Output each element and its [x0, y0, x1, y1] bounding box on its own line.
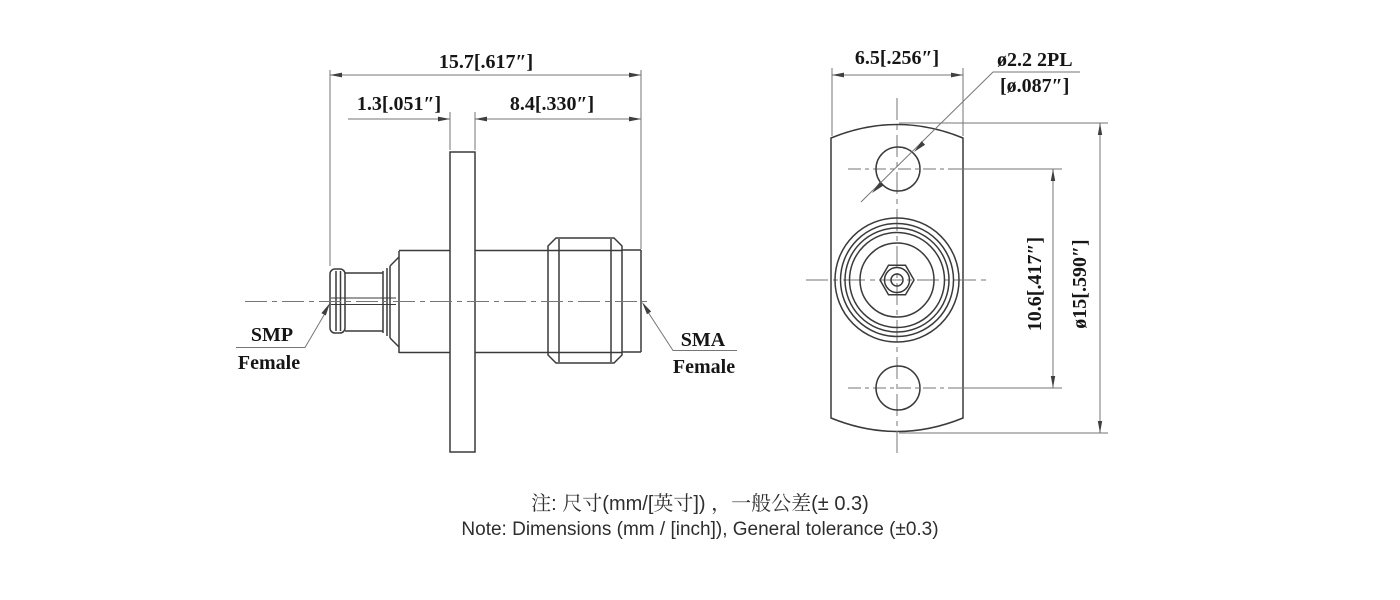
sma-label-group [642, 302, 737, 378]
side-view [236, 51, 737, 452]
dim-total-length: 15.7[.617″] [438, 51, 534, 73]
sma-label-line1: SMA [680, 329, 726, 351]
hole-callout-line2: [ø.087″] [1000, 75, 1070, 97]
sma-label-line2: Female [672, 356, 736, 378]
smp-label-line1: SMP [250, 324, 294, 346]
smp-label-group [236, 303, 330, 374]
dim-hole-spacing: 10.6[.417″] [1024, 236, 1046, 332]
dim-outer-diameter: ø15[.590″] [1069, 239, 1091, 329]
dim-width: 6.5[.256″] [854, 47, 940, 69]
smp-label-line2: Female [237, 352, 301, 374]
notes [461, 492, 938, 540]
note-line-english: Note: Dimensions (mm / [inch]), General tolerance (±0.3) [461, 519, 939, 540]
dim-body-length: 8.4[.330″] [509, 93, 595, 115]
hole-spacing-dimension [1024, 169, 1055, 388]
hole-callout-line1: ø2.2 2PL [997, 49, 1073, 71]
front-view [806, 47, 1108, 455]
note-line-chinese: 注: 尺寸(mm/[英寸]) ，一般公差(± 0.3) [531, 493, 869, 515]
dim-flange-thickness: 1.3[.051″] [356, 93, 442, 115]
